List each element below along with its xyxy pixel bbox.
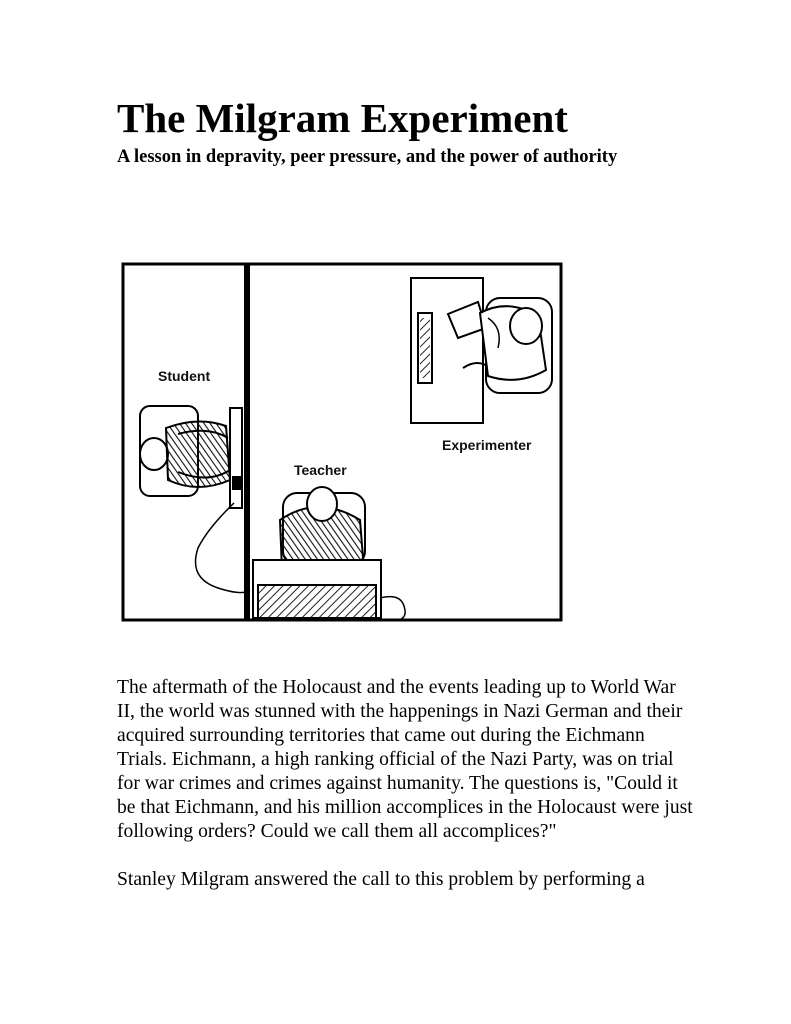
student-label: Student [158,368,211,384]
teacher-label: Teacher [294,462,347,478]
page-title: The Milgram Experiment [117,95,568,141]
experimenter-label: Experimenter [442,437,532,453]
article-body [117,676,697,916]
page-subtitle: A lesson in depravity, peer pressure, and the power of authority [117,147,618,167]
teacher-figure [253,487,405,620]
paragraph-1: The aftermath of the Holocaust and the events leading up to World War II, the world was stunned with the happenings in Nazi German and their acquired surrounding territories that came out during the Eichmann Trials. Eichmann, a high ranking official of the Nazi Party, was on trial for war crimes and crimes against humanity. The questions is, "Could it be that Eichmann, and his million accomplices in the Holocaust were just following orders? Could we call them all accomplices?" [117,677,693,842]
experiment-diagram [118,258,570,628]
dividing-wall [244,264,250,620]
paragraph-2: Stanley Milgram answered the call to this problem by performing a [117,869,645,890]
student-figure [140,406,250,593]
experimenter-figure [411,278,552,423]
